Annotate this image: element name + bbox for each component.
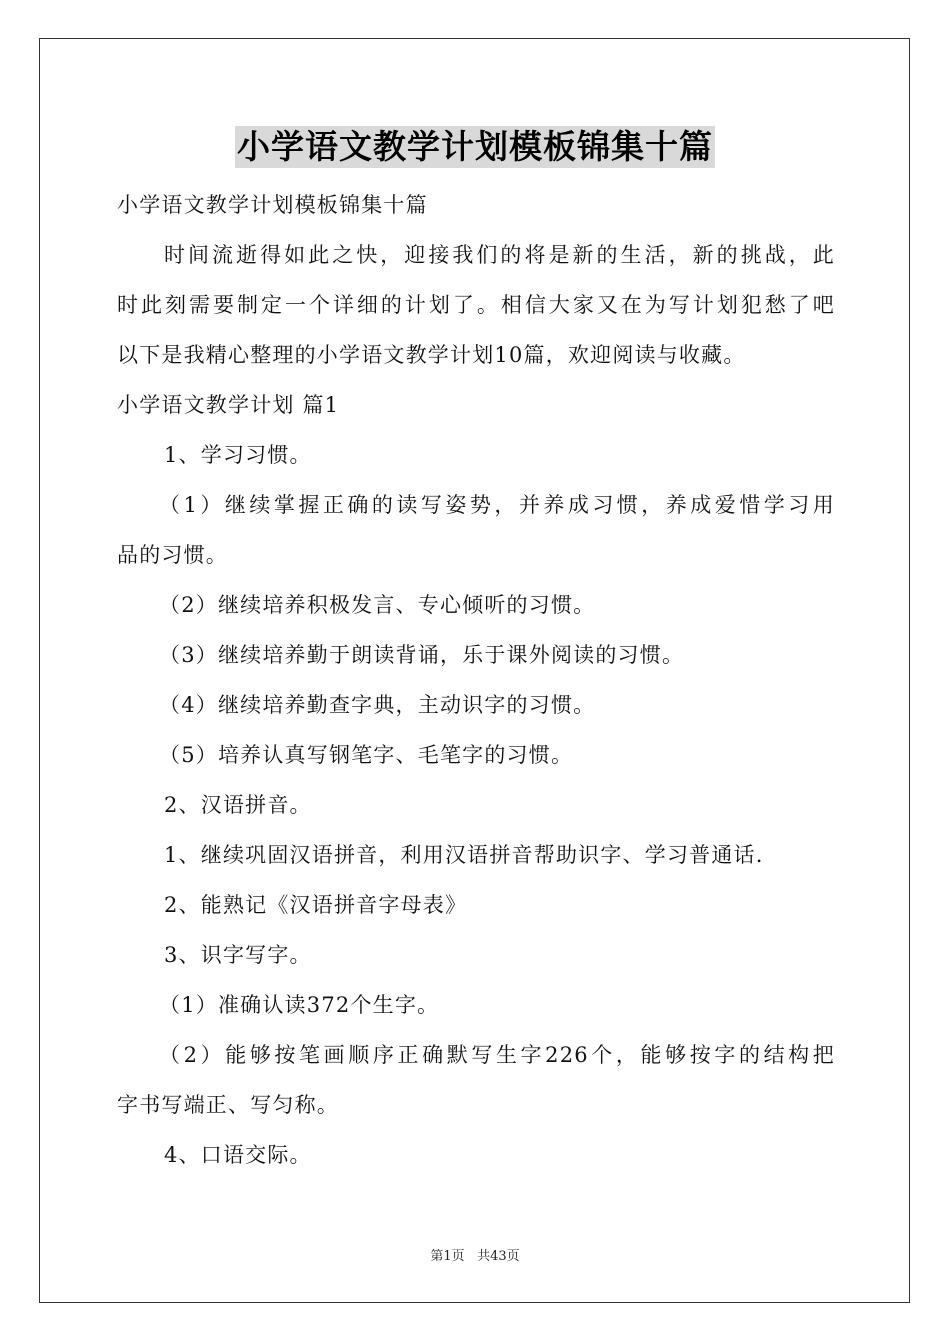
list-item: 2、能熟记《汉语拼音字母表》 [164, 893, 468, 917]
paragraph-line: 以下是我精心整理的小学语文教学计划10篇，欢迎阅读与收藏。 [117, 343, 746, 367]
paragraph-line: 时间流逝得如此之快，迎接我们的将是新的生活，新的挑战，此 [164, 243, 835, 267]
paragraph-line: 时此刻需要制定一个详细的计划了。相信大家又在为写计划犯愁了吧 [117, 293, 835, 317]
list-item: （5）培养认真写钢笔字、毛笔字的习惯。 [159, 743, 574, 767]
total-pages: 共43页 [477, 1249, 520, 1264]
list-item: 1、继续巩固汉语拼音，利用汉语拼音帮助识字、学习普通话. [164, 843, 764, 867]
list-item-continuation: 品的习惯。 [117, 543, 228, 567]
list-item: （2）继续培养积极发言、专心倾听的习惯。 [159, 593, 596, 617]
title-container [0, 126, 950, 168]
list-item: （1）准确认读372个生字。 [159, 993, 440, 1017]
list-heading: 4、口语交际。 [164, 1143, 312, 1167]
list-heading: 3、识字写字。 [164, 943, 312, 967]
list-item-continuation: 字书写端正、写匀称。 [117, 1093, 339, 1117]
list-item: （1）继续掌握正确的读写姿势，并养成习惯，养成爱惜学习用 [159, 493, 835, 517]
list-item: （2）能够按笔画顺序正确默写生字226个，能够按字的结构把 [159, 1043, 835, 1067]
list-heading: 2、汉语拼音。 [164, 793, 312, 817]
list-item: （4）继续培养勤查字典，主动识字的习惯。 [159, 693, 596, 717]
list-item: （3）继续培养勤于朗读背诵，乐于课外阅读的习惯。 [159, 643, 685, 667]
list-heading: 1、学习习惯。 [164, 443, 312, 467]
document-title: 小学语文教学计划模板锦集十篇 [237, 127, 713, 166]
subtitle-line: 小学语文教学计划模板锦集十篇 [117, 193, 428, 217]
document-body [117, 180, 835, 1180]
page-number: 第1页 [430, 1249, 465, 1264]
page-footer [0, 1245, 950, 1264]
section-heading: 小学语文教学计划 篇1 [117, 393, 340, 417]
